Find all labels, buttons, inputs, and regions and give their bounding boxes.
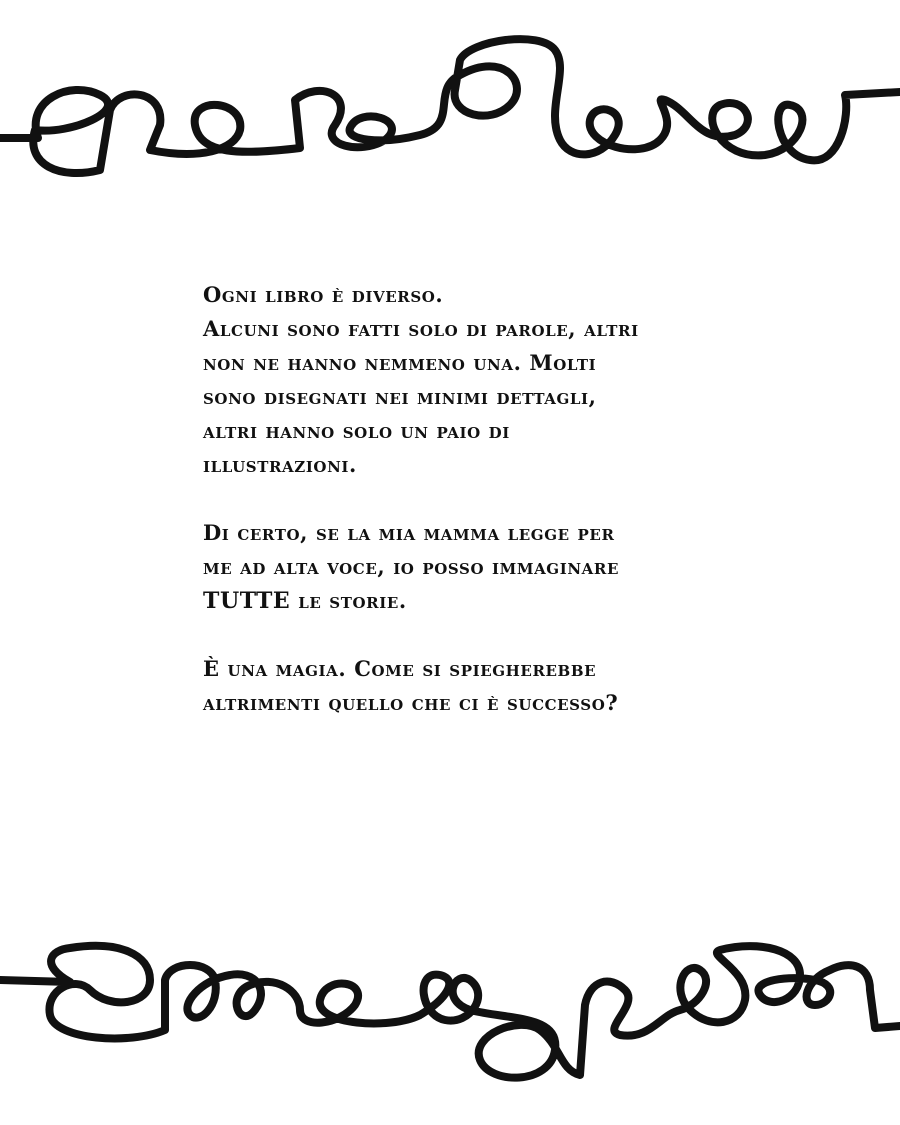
text-line: altrimenti quello che ci è successo? xyxy=(203,690,619,715)
paragraph-books-differ xyxy=(203,278,763,482)
text-line: Di certo, se la mia mamma legge per xyxy=(203,520,615,545)
text-line: altri hanno solo un paio di xyxy=(203,418,510,443)
text-line-emphasis xyxy=(203,584,763,618)
emphasized-word: TUTTE xyxy=(203,588,291,614)
text-line: È una magia. Come si spiegherebbe xyxy=(203,656,597,681)
text-line: non ne hanno nemmeno una. Molti xyxy=(203,350,597,375)
top-squiggle-doodle xyxy=(0,20,900,200)
text-fragment: le storie. xyxy=(298,588,407,613)
text-line: Alcuni sono fatti solo di parole, altri xyxy=(203,316,639,341)
story-text xyxy=(203,278,763,754)
text-line: Ogni libro è diverso. xyxy=(203,282,444,307)
paragraph-mother-reads xyxy=(203,516,763,618)
text-line: illustrazioni. xyxy=(203,452,357,477)
text-line: me ad alta voce, io posso immaginare xyxy=(203,554,619,579)
paragraph-magic xyxy=(203,652,763,720)
bottom-squiggle-doodle xyxy=(0,920,900,1100)
text-line: sono disegnati nei minimi dettagli, xyxy=(203,384,597,409)
